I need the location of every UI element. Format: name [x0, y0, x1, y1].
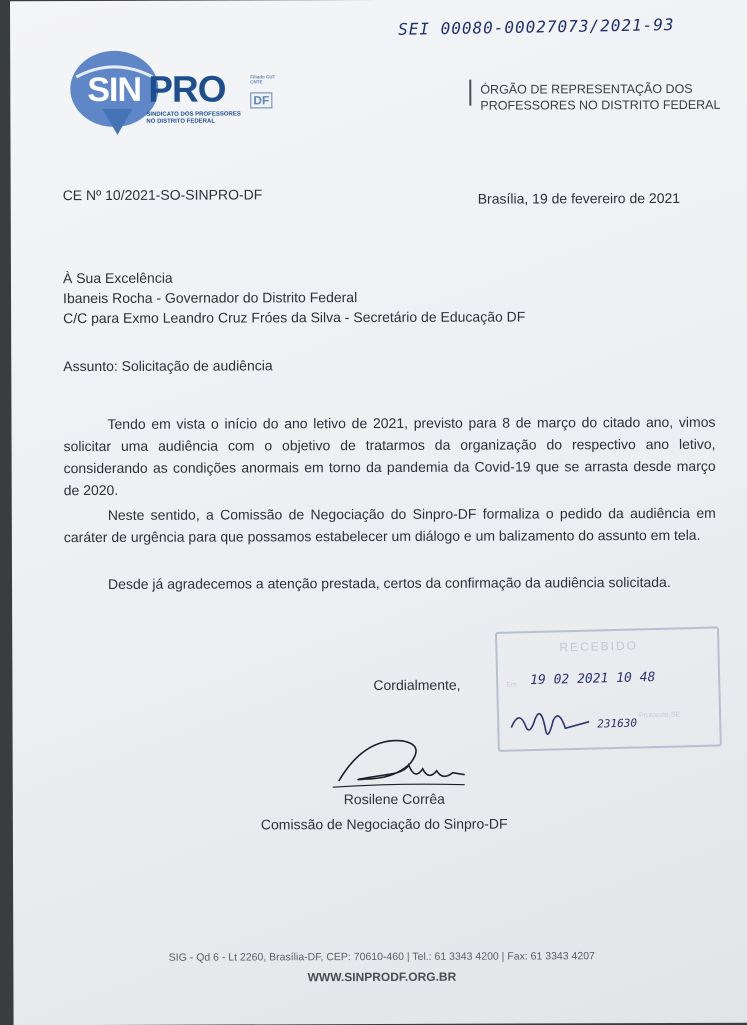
recipient-line-3: C/C para Exmo Leandro Cruz Fróes da Silva - Secretário de Educação DF [63, 308, 526, 327]
body-paragraph-1: Tendo em vista o início do ano letivo de 2021, previsto para 8 de março do citado ano, vimos solicitar uma audiência com o objetivo de tratarmos da organização do respectivo ano letivo, considerando as condições anormais em torno da pandemia da Covid-19 que se arrasta desde março de 2020. [63, 413, 716, 499]
stamp-handwritten-protocol: 231630 [597, 716, 638, 731]
document-date: Brasília, 19 de fevereiro de 2021 [477, 189, 681, 207]
recipient-line-1: À Sua Excelência [62, 269, 173, 287]
closing-salutation: Cordialmente, [373, 676, 461, 694]
subject-line: Assunto: Solicitação de audiência [63, 357, 273, 375]
logo-df-text: DF [250, 92, 272, 108]
footer-website: WWW.SINPRODF.ORG.BR [307, 969, 457, 985]
document-page [10, 0, 747, 1025]
organization-description: ÓRGÃO DE REPRESENTAÇÃO DOS PROFESSORES NO DISTRITO FEDERAL [480, 81, 721, 113]
stamp-em-label: Em [506, 681, 517, 689]
logo-pro-text: PRO [148, 68, 226, 110]
logo-sin-text: SIN [87, 70, 142, 110]
sinpro-logo [62, 48, 277, 141]
recipient-line-2: Ibaneis Rocha - Governador do Distrito Federal [63, 289, 358, 307]
signatory-name: Rosilene Corrêa [343, 790, 445, 808]
footer-address: SIG - Qd 6 - Lt 2260, Brasília-DF, CEP: 70610-460 | Tel.: 61 3343 4200 | Fax: 61 3343 4207 [168, 950, 595, 964]
signatory-role: Comissão de Negociação do Sinpro-DF [260, 815, 508, 833]
document-reference: CE Nº 10/2021-SO-SINPRO-DF [62, 186, 263, 204]
header-divider [469, 80, 471, 106]
logo-affiliation-text: Filiado CUT CNTE [250, 74, 276, 85]
body-paragraph-2: Neste sentido, a Comissão de Negociação do Sinpro-DF formaliza o pedido da audiência em caráter de urgência para que possamos estabelecer um diálogo e um balizamento do assunto em tela. [63, 504, 716, 546]
stamp-title: RECEBIDO [559, 638, 639, 655]
logo-subtitle: SINDICATO DOS PROFESSORES NO DISTRITO FEDERAL [146, 111, 241, 125]
stamp-signature-icon [505, 698, 596, 750]
body-paragraph-3: Desde já agradecemos a atenção prestada, certos da confirmação da audiência solicitada. [108, 573, 671, 592]
stamp-protocol-label: Protocolo-SE [638, 711, 681, 720]
stamp-handwritten-date: 19 02 2021 10 48 [529, 670, 656, 689]
handwritten-process-number: SEI 00080-00027073/2021-93 [397, 15, 675, 39]
received-stamp [495, 626, 722, 751]
